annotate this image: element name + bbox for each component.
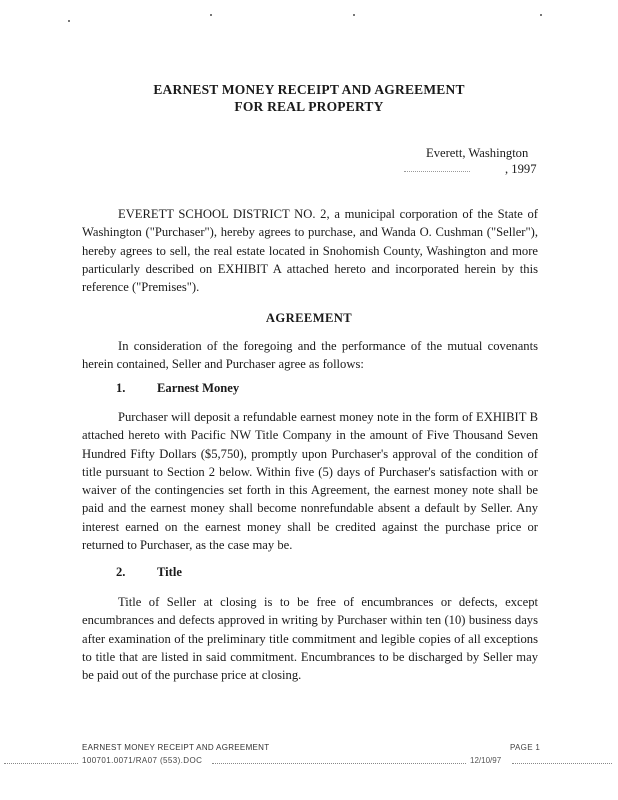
footer-dotted-rule-right (512, 763, 612, 764)
date-blank-line (404, 171, 470, 172)
section-title: Title (157, 565, 182, 579)
scan-speck (68, 20, 70, 22)
consideration-paragraph: In consideration of the foregoing and the performance of the mutual covenants herein contained, Seller and Purchaser agree as follows: (82, 339, 538, 372)
section-1-heading (116, 381, 239, 396)
document-title-line-1: EARNEST MONEY RECEIPT AND AGREEMENT (153, 82, 465, 97)
scan-speck (210, 14, 212, 16)
footer-file-code: 100701.0071/RA07 (553).DOC (82, 756, 203, 765)
footer-document-title: EARNEST MONEY RECEIPT AND AGREEMENT (82, 743, 270, 752)
section-number: 2. (116, 565, 126, 579)
section-1-body: Purchaser will deposit a refundable earnest money note in the form of EXHIBIT B attached hereto with Pacific NW Title Company in the amount of Five Thousand Seven Hundred Fifty Dollars ($5,750), promptly upon Purchaser's approval of the condition of title pursuant to Section 2 below. Within five (5) days of Purchaser's satisfaction with or waiver of the contingencies set forth in this Agreement, the earnest money note shall be paid and the earnest money shall become nonrefundable absent a default by Seller. Any interest earned on the earnest money shall be credited against the purchase price or returned to Purchaser, as the case may be. (82, 410, 538, 553)
section-2-body: Title of Seller at closing is to be free of encumbrances or defects, except encumbrances and defects approved in writing by Purchaser within ten (10) business days after examination of the preliminary title commitment and legible copies of all exceptions to title that are listed in said commitment. Encumbrances to be discharged by Seller may be paid out of the purchase price at closing. (82, 595, 538, 683)
date: , 1997 (505, 162, 537, 176)
footer-dotted-rule-left (4, 763, 78, 764)
document-title-line-2: FOR REAL PROPERTY (234, 99, 384, 114)
section-title: Earnest Money (157, 381, 240, 395)
footer-dotted-rule-middle (212, 763, 466, 764)
agreement-heading: AGREEMENT (265, 311, 353, 325)
footer-page-number: PAGE 1 (510, 743, 541, 752)
place: Everett, Washington (426, 146, 529, 160)
scan-speck (540, 14, 542, 16)
scan-speck (353, 14, 355, 16)
intro-paragraph: EVERETT SCHOOL DISTRICT NO. 2, a municipal corporation of the State of Washington ("Purchaser"), hereby agrees to purchase, and Wanda O. Cushman ("Seller"), hereby agrees to sell, the real estate located in Snohomish County, Washington and more particularly described on EXHIBIT A attached hereto and incorporated herein by this reference ("Premises"). (82, 207, 538, 295)
footer-date-code: 12/10/97 (470, 756, 502, 765)
section-number: 1. (116, 381, 126, 395)
section-2-heading (116, 565, 182, 580)
